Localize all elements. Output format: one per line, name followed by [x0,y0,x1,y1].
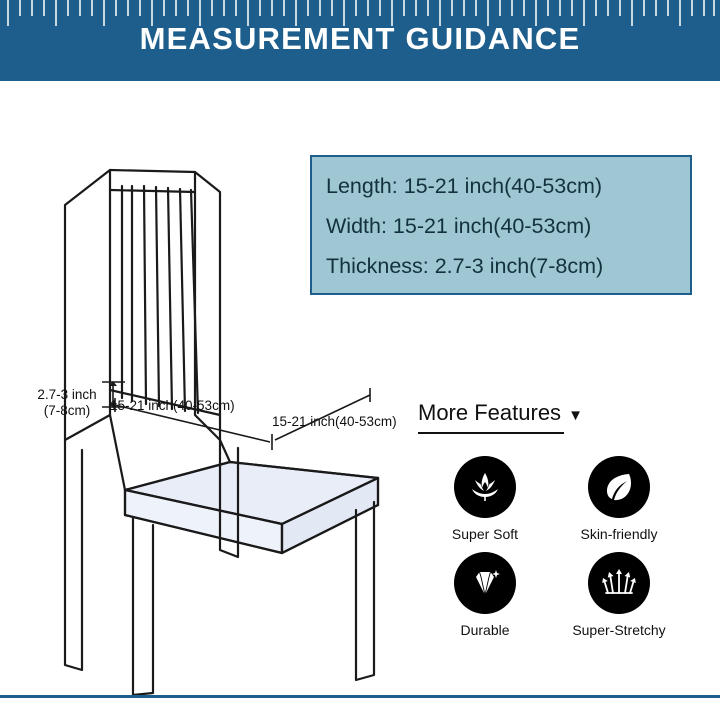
label-seat-width-side: 15-21 inch(40-53cm) [272,414,397,429]
more-features-underline [418,432,564,434]
label-seat-width-front: 15-21 inch(40-53cm) [110,398,235,413]
page-title: MEASUREMENT GUIDANCE [139,21,581,56]
more-features-section [418,400,698,648]
leaf-glyph [599,467,639,507]
stretch-arrows-glyph [599,563,639,603]
label-seat-thickness [22,387,112,419]
feature-item-skin-friendly [552,456,686,552]
spec-thickness: Thickness: 2.7-3 inch(7-8cm) [326,254,604,278]
feature-item-durable [418,552,552,648]
spec-width: Width: 15-21 inch(40-53cm) [326,214,592,238]
header-banner [0,0,720,78]
feature-label-super-soft: Super Soft [451,526,519,542]
stretch-arrows-icon [588,552,650,614]
diamond-glyph [465,563,505,603]
feature-item-super-stretchy [552,552,686,648]
more-features-header [418,400,698,426]
label-seat-thickness-line2: (7-8cm) [43,403,91,418]
spec-length: Length: 15-21 inch(40-53cm) [326,174,603,198]
feature-label-skin-friendly: Skin-friendly [580,526,658,542]
chevron-down-icon: ▼ [568,406,583,424]
footer-divider [0,695,720,698]
diamond-icon [454,552,516,614]
feature-item-super-soft [418,456,552,552]
cotton-flower-glyph [465,467,505,507]
feature-label-super-stretchy: Super-Stretchy [572,622,666,638]
feature-label-durable: Durable [460,622,510,638]
header-divider [0,78,720,81]
label-seat-thickness-line1: 2.7-3 inch [37,387,97,402]
cotton-flower-icon [454,456,516,518]
more-features-label: More Features [418,400,562,425]
feature-grid [418,456,698,648]
leaf-icon [588,456,650,518]
